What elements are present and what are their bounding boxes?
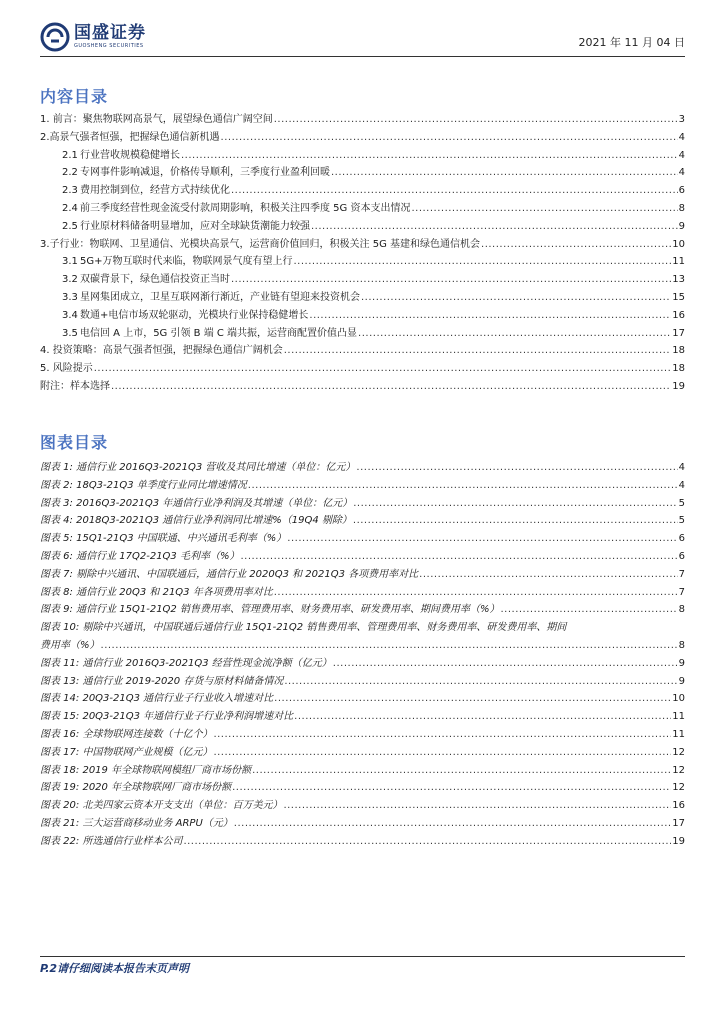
figure-entry-page: 7 [678,568,685,580]
dot-leader [181,147,678,165]
dot-leader [283,797,671,815]
figure-entry-label: 图表 11: 通信行业 2016Q3-2021Q3 经营性现金流净额（亿元） [40,657,332,669]
dot-leader [358,325,671,343]
toc-entry-page: 19 [672,380,685,392]
figure-entry[interactable] [40,495,685,513]
toc-entry-label: 2.高景气强者恒强，把握绿色通信新机遇 [40,131,220,143]
toc-entry[interactable] [40,342,685,360]
dot-leader [411,200,677,218]
toc-entry[interactable] [40,271,685,289]
dot-leader [356,459,677,477]
toc-entry[interactable] [40,200,685,218]
dot-leader [294,253,672,271]
figure-entry[interactable] [40,459,685,477]
toc-entry-label: 5G+万物互联时代来临，物联网景气度有望上行 [80,256,293,268]
dot-leader [500,601,677,619]
company-logo [40,20,146,54]
figure-entry[interactable] [40,566,685,584]
dot-leader [240,548,677,566]
page-header [40,20,685,56]
figure-entry[interactable] [40,530,685,548]
dot-leader [234,815,671,833]
figure-entry-page: 10 [672,693,685,705]
footer-disclaimer: P.2请仔细阅读本报告末页声明 [40,962,190,975]
toc-entry-number: 2.4 [62,202,78,214]
dot-leader [183,833,671,851]
toc-entry[interactable] [40,182,685,200]
figure-entry-label: 图表 9: 通信行业 15Q1-21Q2 销售费用率、管理费用率、财务费用率、研发费用率、期间费用率（%） [40,604,500,616]
figure-entry[interactable] [40,779,685,797]
figure-entry-page: 17 [672,817,685,829]
toc-entry-label: 数通+电信市场双轮驱动，光模块行业保持稳健增长 [80,309,309,321]
dot-leader [284,673,677,691]
toc-entry[interactable] [40,289,685,307]
figure-entry-page: 12 [672,782,685,794]
dot-leader [221,129,678,147]
toc-entry-page: 4 [678,131,685,143]
figure-entry-label: 图表 20: 北美四家云资本开支支出（单位：百万美元） [40,800,283,812]
figure-entry[interactable] [40,512,685,530]
toc-entry-number: 2.2 [62,167,78,179]
logo-icon [40,22,70,52]
figure-entry-label: 图表 18: 2019 年全球物联网模组厂商市场份额 [40,764,252,776]
toc-entry-label: 1. 前言：聚焦物联网高景气，展望绿色通信广阔空间 [40,114,273,125]
figure-entry-page: 4 [678,462,685,473]
toc-entry-page: 10 [672,238,685,250]
figure-entry-label: 图表 17: 中国物联网产业规模（亿元） [40,746,213,758]
toc-entry-page: 17 [672,327,685,339]
figure-entry-label: 图表 5: 15Q1-21Q3 中国联通、中兴通讯毛利率（%） [40,533,287,545]
figures-list [40,459,685,851]
toc-entry[interactable] [40,325,685,343]
dot-leader [333,655,678,673]
toc-entry[interactable] [40,378,685,396]
figure-entry[interactable] [40,655,685,673]
figure-entry-page: 12 [672,764,685,776]
figure-entry-label-cont: 费用率（%） [40,639,100,651]
toc-entry-label: 附注：样本选择 [40,380,110,392]
toc-entry-number: 3.1 [62,256,78,268]
figure-entry-label: 图表 15: 20Q3-21Q3 年通信行业子行业净利润增速对比 [40,711,294,723]
toc-entry[interactable] [40,129,685,147]
figure-entry-page: 11 [672,711,685,723]
figure-entry-page: 6 [678,550,685,562]
figure-entry-page: 4 [678,479,685,491]
toc-entry-label: 双碳背景下，绿色通信投资正当时 [80,274,230,286]
dot-leader [213,726,671,744]
figure-entry-label: 图表 14: 20Q3-21Q3 通信行业子行业收入增速对比 [40,693,274,705]
toc-entry-number: 2.3 [62,185,78,197]
dot-leader [274,584,678,602]
logo-en-text: GUOSHENG SECURITIES [74,43,144,49]
toc-entry[interactable] [40,147,685,165]
figure-entry-label: 图表 22: 所选通信行业样本公司 [40,835,183,847]
toc-entry-number: 3.3 [62,291,78,303]
toc-entry-label: 行业原材料储备明显增加，应对全球缺货潮能力较强 [80,220,310,232]
toc-entry-label: 星网集团成立，卫星互联网渐行渐近，产业链有望迎来投资机会 [80,291,360,303]
dot-leader [353,495,677,513]
toc-entry-number: 3.5 [62,327,78,339]
report-date: 2021 年 11 月 04 日 [578,36,685,49]
toc-entry-label: 前三季度经营性现金流受付款周期影响，积极关注四季度 5G 资本支出情况 [80,202,411,214]
dot-leader [101,637,678,655]
figure-entry[interactable] [40,690,685,708]
dot-leader [274,690,671,708]
toc-entry-number: 3.4 [62,309,78,321]
toc-entry-page: 9 [678,220,685,232]
figure-entry-label: 图表 3: 2016Q3-2021Q3 年通信行业净利润及其增速（单位：亿元） [40,497,353,509]
figure-entry-page: 5 [678,515,685,527]
dot-leader [94,360,672,378]
dot-leader [248,477,678,495]
toc-entry[interactable] [40,253,685,271]
figure-entry-label: 图表 2: 18Q3-21Q3 单季度行业同比增速情况 [40,479,247,491]
toc-list [40,111,685,396]
figure-entry[interactable] [40,797,685,815]
logo-cn-text: 国盛证券 [74,23,146,43]
toc-entry[interactable] [40,236,685,254]
dot-leader [331,164,678,182]
figure-entry-label: 图表 8: 通信行业 20Q3 和 21Q3 年各项费用率对比 [40,586,273,598]
figure-entry-label: 图表 13: 通信行业 2019-2020 存货与原材料储备情况 [40,675,284,687]
figure-entry[interactable] [40,477,685,495]
dot-leader [294,708,671,726]
figure-entry[interactable] [40,762,685,780]
toc-entry-page: 6 [678,185,685,197]
dot-leader [232,779,671,797]
toc-entry-page: 18 [672,345,685,357]
figure-entry-label: 图表 4: 2018Q3-2021Q3 通信行业净利润同比增速%（19Q4 剔除） [40,515,352,527]
toc-entry-label: 电信回 A 上市，5G 引领 B 端 C 端共振，运营商配置价值凸显 [80,327,358,339]
figure-entry[interactable] [40,726,685,744]
toc-entry[interactable] [40,218,685,236]
toc-entry-label: 专网事件影响减退，价格传导顺利，三季度行业盈利回暖 [80,167,330,179]
figure-entry-page: 5 [678,497,685,509]
figure-entry-label: 图表 7: 剔除中兴通讯、中国联通后，通信行业 2020Q3 和 2021Q3 各项费用率对比 [40,568,419,580]
figure-entry-label: 图表 10: 剔除中兴通讯，中国联通后通信行业 15Q1-21Q2 销售费用率、管理费用率、财务费用率、研发费用率、期间 [40,622,567,634]
dot-leader [353,512,678,530]
figure-entry-page: 8 [678,639,685,651]
dot-leader [111,378,671,396]
figure-entry[interactable] [40,619,685,655]
toc-entry-label: 5. 风险提示 [40,363,93,375]
toc-entry-page: 4 [678,149,685,161]
figure-entry-page: 8 [678,604,685,616]
toc-entry-page: 8 [678,202,685,214]
figure-entry[interactable] [40,815,685,833]
figure-entry[interactable] [40,833,685,851]
toc-entry-label: 4. 投资策略：高景气强者恒强，把握绿色通信广阔机会 [40,345,283,357]
dot-leader [311,218,678,236]
figure-entry[interactable] [40,744,685,762]
figure-entry[interactable] [40,601,685,619]
figure-entry-page: 19 [672,835,685,847]
toc-entry-page: 3 [678,114,685,125]
toc-entry-page: 16 [672,309,685,321]
figure-entry[interactable] [40,708,685,726]
toc-entry[interactable] [40,164,685,182]
figure-entry-label: 图表 1: 通信行业 2016Q3-2021Q3 营收及其同比增速（单位：亿元） [40,462,356,473]
dot-leader [309,307,671,325]
dot-leader [213,744,671,762]
dot-leader [361,289,671,307]
figure-entry-page: 9 [678,675,685,687]
dot-leader [284,342,672,360]
figure-entry-page: 6 [678,533,685,545]
toc-entry-page: 18 [672,363,685,375]
figure-entry[interactable] [40,584,685,602]
dot-leader [231,182,678,200]
footer-divider [40,956,685,957]
figure-entry-page: 16 [672,800,685,812]
toc-entry-number: 2.5 [62,220,78,232]
dot-leader [419,566,677,584]
toc-entry-label: 费用控制到位，经营方式持续优化 [80,185,230,197]
toc-entry-page: 13 [672,274,685,286]
toc-entry-page: 15 [672,291,685,303]
dot-leader [252,762,671,780]
dot-leader [231,271,671,289]
figure-entry-page: 9 [678,657,685,669]
figure-entry-label: 图表 6: 通信行业 17Q2-21Q3 毛利率（%） [40,550,240,562]
toc-entry[interactable] [40,360,685,378]
dot-leader [287,530,677,548]
toc-entry-number: 2.1 [62,149,78,161]
toc-title: 内容目录 [40,87,109,106]
dot-leader [481,236,671,254]
toc-entry-label: 行业营收规模稳健增长 [80,149,180,161]
toc-entry-number: 3.2 [62,274,78,286]
dot-leader [274,111,678,129]
figure-entry[interactable] [40,548,685,566]
figures-title: 图表目录 [40,433,109,452]
figure-entry-label: 图表 16: 全球物联网连接数（十亿个） [40,728,213,740]
figure-entry-label: 图表 19: 2020 年全球物联网厂商市场份额 [40,782,232,794]
toc-entry-label: 3.子行业：物联网、卫星通信、光模块高景气，运营商价值回归，积极关注 5G 基建和绿色通信机会 [40,238,481,250]
figure-entry-page: 7 [678,586,685,598]
toc-entry-page: 4 [678,167,685,179]
figure-entry-page: 12 [672,746,685,758]
figure-entry-label: 图表 21: 三大运营商移动业务 ARPU（元） [40,817,233,829]
toc-entry-page: 11 [672,256,685,268]
toc-entry[interactable] [40,307,685,325]
header-divider [40,56,685,57]
figure-entry-page: 11 [672,728,685,740]
figure-entry[interactable] [40,673,685,691]
toc-entry[interactable] [40,111,685,129]
